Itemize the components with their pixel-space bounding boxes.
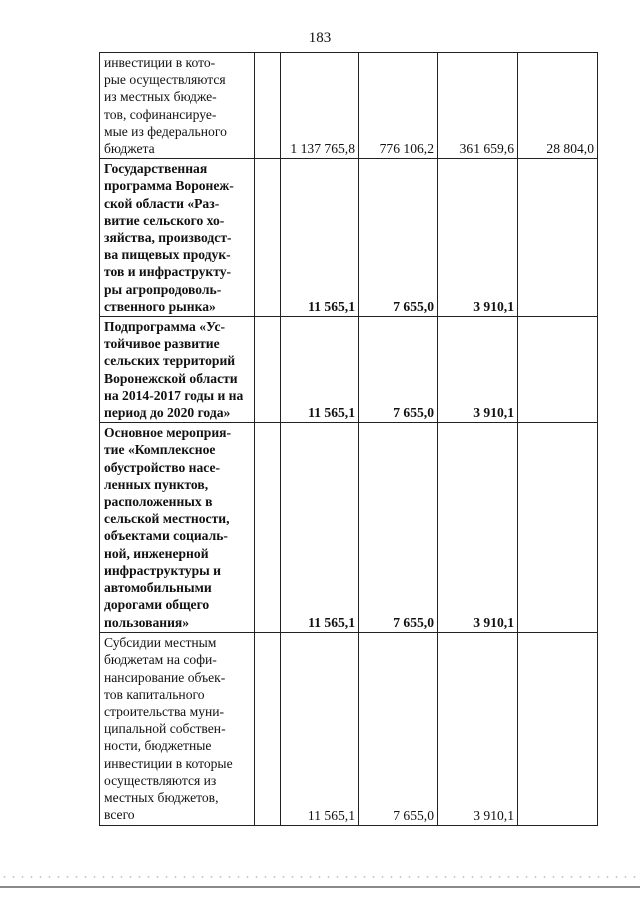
value-cell: 3 910,1 — [438, 633, 518, 826]
value-cell: 28 804,0 — [518, 53, 598, 159]
value-cell: 11 565,1 — [281, 423, 359, 633]
value-cell — [518, 317, 598, 423]
value-cell: 11 565,1 — [281, 633, 359, 826]
value-cell: 7 655,0 — [359, 317, 438, 423]
page-number: 183 — [308, 30, 332, 46]
value-cell: 7 655,0 — [359, 159, 438, 317]
row-label: Основное мероприя- тие «Комплексное обустройство насе- ленных пунктов, расположенных в сельской местности, объектами социаль- ной, инженерной инфраструктуры и автомобильными дорогами общего пользования» — [100, 423, 255, 633]
value-cell — [255, 633, 281, 826]
scan-noise — [0, 875, 640, 879]
value-cell — [518, 423, 598, 633]
row-label: Субсидии местным бюджетам на софи- нансирование объек- тов капитального строительства муни- ципальной собствен- ности, бюджетные инвестиции в которые осуществляются из местных бюджетов, всего — [100, 633, 255, 826]
table-row — [100, 423, 598, 633]
table-row — [100, 159, 598, 317]
value-cell: 3 910,1 — [438, 159, 518, 317]
value-cell: 11 565,1 — [281, 159, 359, 317]
value-cell — [518, 633, 598, 826]
value-cell: 1 137 765,8 — [281, 53, 359, 159]
value-cell — [255, 317, 281, 423]
table-row — [100, 53, 598, 159]
value-cell: 3 910,1 — [438, 423, 518, 633]
value-cell: 7 655,0 — [359, 633, 438, 826]
value-cell — [518, 159, 598, 317]
row-label: Государственная программа Воронеж- ской области «Раз- витие сельского хо- зяйства, производст- ва пищевых продук- тов и инфраструкту- ры агропродоволь- ственного рынка» — [100, 159, 255, 317]
budget-table — [99, 52, 598, 826]
row-label: Подпрограмма «Ус- тойчивое развитие сельских территорий Воронежской области на 2014-2017 годы и на период до 2020 года» — [100, 317, 255, 423]
value-cell: 11 565,1 — [281, 317, 359, 423]
value-cell: 7 655,0 — [359, 423, 438, 633]
value-cell — [255, 159, 281, 317]
table-row — [100, 317, 598, 423]
scan-edge-line — [0, 886, 640, 888]
row-label: инвестиции в кото- рые осуществляются из местных бюдже- тов, софинансируе- мые из федерального бюджета — [100, 53, 255, 159]
value-cell: 361 659,6 — [438, 53, 518, 159]
value-cell — [255, 53, 281, 159]
value-cell — [255, 423, 281, 633]
table-row — [100, 633, 598, 826]
value-cell: 776 106,2 — [359, 53, 438, 159]
value-cell: 3 910,1 — [438, 317, 518, 423]
